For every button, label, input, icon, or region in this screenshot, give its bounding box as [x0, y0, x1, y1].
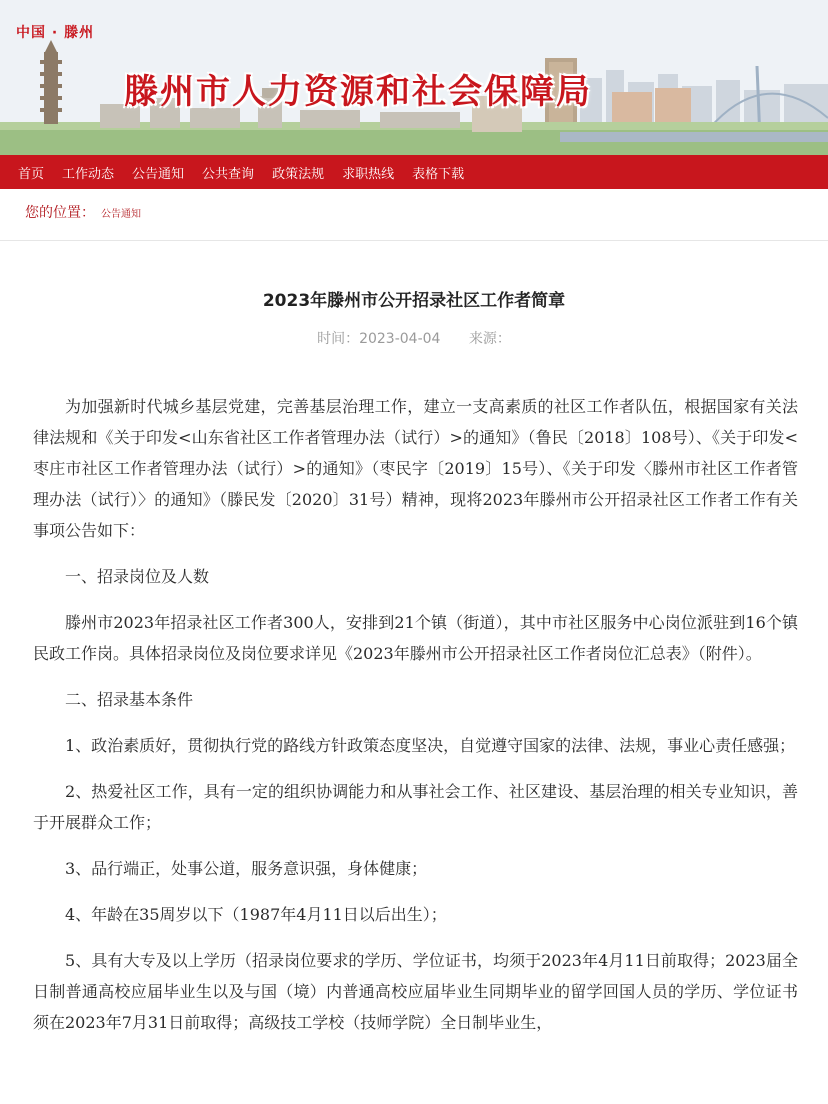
publish-time-value: 2023-04-04	[359, 331, 441, 347]
nav-item-form-download[interactable]: 表格下载	[412, 166, 465, 182]
article-source	[469, 331, 511, 347]
main-nav	[0, 155, 828, 189]
nav-item-public-query[interactable]: 公共查询	[202, 166, 255, 182]
article-title: 2023年滕州市公开招录社区工作者简章	[262, 291, 566, 311]
condition-item-1: 1、政治素质好，贯彻执行党的路线方针政策态度坚决，自觉遵守国家的法律、法规，事业心责任感强；	[65, 736, 796, 755]
nav-item-home[interactable]: 首页	[18, 166, 45, 182]
article-body	[33, 391, 798, 1053]
publish-time-label: 时间：	[317, 331, 360, 347]
site-banner	[0, 0, 828, 155]
paragraph-intro: 为加强新时代城乡基层党建，完善基层治理工作，建立一支高素质的社区工作者队伍，根据国家有关法律法规和《关于印发<山东省社区工作者管理办法（试行）>的通知》（鲁民〔2018〕108号）、《关于印发<枣庄市社区工作者管理办法（试行）>的通知》（枣民字〔2019〕15号）、《关于印发〈滕州市社区工作者管理办法（试行）〉的通知》（滕民发〔2020〕31号）精神，现将2023年滕州市公开招录社区工作者工作有关事项公告如下：	[33, 397, 798, 540]
condition-item-2: 2、热爱社区工作，具有一定的组织协调能力和从事社会工作、社区建设、基层治理的相关专业知识，善于开展群众工作；	[33, 782, 798, 832]
nav-item-job-hotline[interactable]: 求职热线	[342, 166, 395, 182]
breadcrumb-label: 您的位置：	[25, 205, 95, 221]
site-title: 滕州市人力资源和社会保障局	[124, 72, 592, 112]
breadcrumb	[25, 202, 141, 222]
publish-time	[317, 331, 440, 347]
section-divider	[0, 240, 828, 241]
paragraph-positions: 滕州市2023年招录社区工作者300人，安排到21个镇（街道），其中市社区服务中心岗位派驻到16个镇民政工作岗。具体招录岗位及岗位要求详见《2023年滕州市公开招录社区工作者岗位汇总表》（附件）。	[33, 613, 798, 663]
section-heading-conditions: 二、招录基本条件	[65, 690, 194, 709]
nav-item-policies[interactable]: 政策法规	[272, 166, 325, 182]
condition-item-3: 3、品行端正，处事公道，服务意识强，身体健康；	[65, 859, 428, 878]
breadcrumb-link-announcements[interactable]: 公告通知	[101, 209, 141, 220]
article-meta	[0, 328, 828, 348]
source-label: 来源：	[468, 331, 511, 347]
section-heading-positions: 一、招录岗位及人数	[65, 567, 210, 586]
condition-item-4: 4、年龄在35周岁以下（1987年4月11日以后出生）；	[65, 905, 447, 924]
condition-item-5: 5、具有大专及以上学历（招录岗位要求的学历、学位证书，均须于2023年4月11日前取得；2023届全日制普通高校应届毕业生以及与国（境）内普通高校应届毕业生同期毕业的留学回国人员的学历、学位证书须在2023年7月31日前取得；高级技工学校（技师学院）全日制毕业生，	[33, 951, 798, 1032]
nav-item-work-news[interactable]: 工作动态	[62, 166, 115, 182]
region-label: 中国 · 滕州	[16, 25, 95, 41]
nav-item-announcements[interactable]: 公告通知	[132, 166, 185, 182]
